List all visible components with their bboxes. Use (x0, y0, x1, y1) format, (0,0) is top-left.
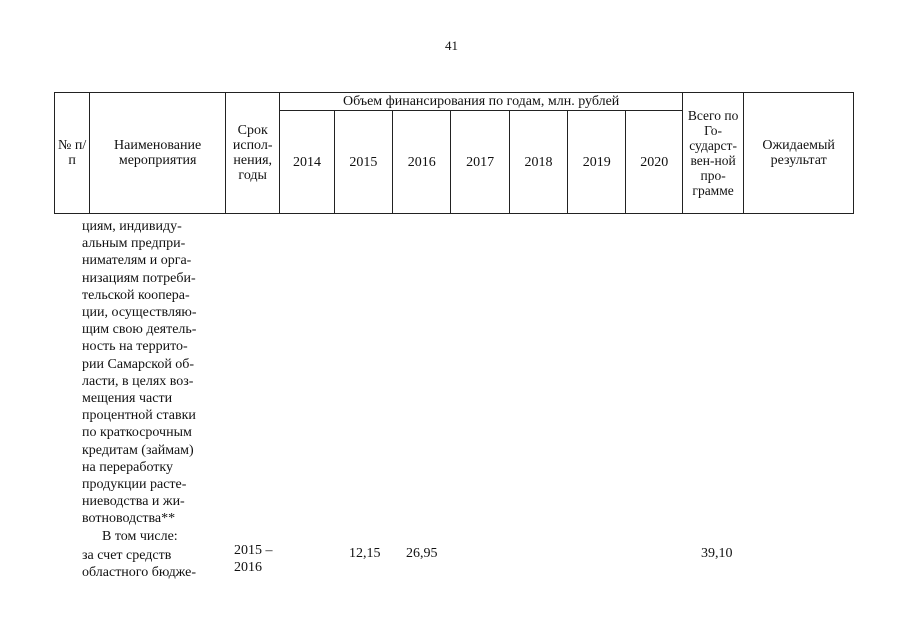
header-name: Наименование мероприятия (90, 93, 226, 214)
header-funding: Объем финансирования по годам, млн. рублей (280, 93, 683, 111)
row-value-2016: 26,95 (406, 546, 438, 561)
header-year-2020: 2020 (626, 111, 682, 214)
description-line: низациям потреби- (82, 270, 196, 286)
page-number: 41 (445, 38, 458, 53)
description-line: рии Самарской об- (82, 356, 195, 372)
description-line: циям, индивиду- (82, 219, 182, 234)
subheading: В том числе: (102, 529, 178, 544)
header-result: Ожидаемый результат (744, 93, 854, 214)
description-line: ниеводства и жи- (82, 494, 185, 510)
header-term: Срок испол-нения, годы (226, 93, 280, 214)
description-line: нимателям и орга- (82, 253, 192, 269)
description-line: щим свою деятель- (82, 322, 197, 338)
row-name-line: за счет средств (82, 548, 172, 563)
measure-description (82, 218, 226, 528)
header-year-2014: 2014 (280, 111, 334, 214)
header-num: № п/п (55, 93, 90, 214)
description-line: ность на террито- (82, 339, 188, 355)
description-line: процентной ставки (82, 408, 196, 424)
description-line: ции, осуществляю- (82, 305, 197, 321)
description-line: на переработку (82, 459, 173, 475)
header-year-2016: 2016 (393, 111, 451, 214)
description-line: ласти, в целях воз- (82, 373, 194, 389)
row-name-line: областного бюдже- (82, 565, 197, 581)
description-line: продукции расте- (82, 477, 187, 493)
description-line: тельской коопера- (82, 287, 190, 303)
header-total: Всего по Го-сударст-вен-ной про-грамме (682, 93, 743, 214)
row-name (82, 547, 226, 581)
row-value-2015: 12,15 (349, 546, 381, 561)
header-year-2017: 2017 (451, 111, 509, 214)
row-term: 2015 – 2016 (234, 543, 273, 576)
description-line: альным предпри- (82, 236, 186, 252)
header-year-2015: 2015 (334, 111, 392, 214)
description-line: мещения части (82, 391, 173, 407)
header-year-2019: 2019 (568, 111, 626, 214)
funding-table-header (54, 92, 854, 214)
row-total: 39,10 (701, 546, 733, 561)
description-line: кредитам (займам) (82, 442, 194, 458)
description-line: вотноводства** (82, 511, 176, 527)
header-year-2018: 2018 (509, 111, 567, 214)
description-line: по краткосрочным (82, 425, 192, 441)
